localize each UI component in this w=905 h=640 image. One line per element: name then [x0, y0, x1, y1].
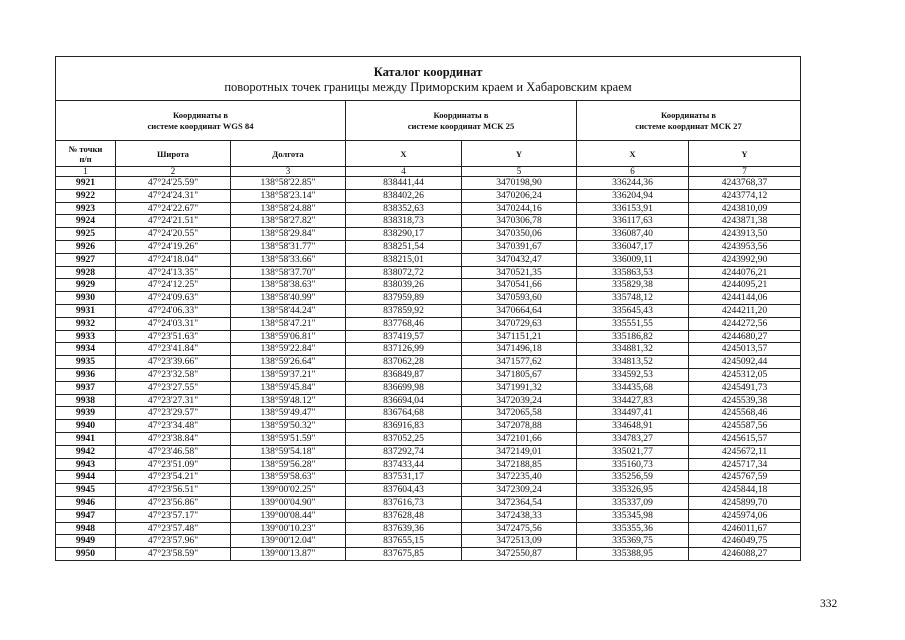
longitude-cell: 139°00'04.90"	[231, 496, 346, 509]
longitude-cell: 138°58'27.82"	[231, 215, 346, 228]
x-msk27-cell: 334783,27	[577, 432, 689, 445]
y-msk25-cell: 3470244,16	[462, 202, 577, 215]
table-row	[56, 240, 801, 253]
point-number-cell: 9940	[56, 420, 116, 433]
y-msk27-cell: 4245844,18	[689, 484, 801, 497]
y-msk27-cell: 4245672,11	[689, 445, 801, 458]
x-msk27-cell: 334427,83	[577, 394, 689, 407]
longitude-cell: 138°58'44.24"	[231, 304, 346, 317]
group-header-line: Координаты в	[172, 109, 229, 120]
y-msk25-cell: 3470198,90	[462, 177, 577, 190]
latitude-cell: 47°24'24.31"	[116, 189, 231, 202]
point-number-cell: 9935	[56, 356, 116, 369]
x-msk27-cell: 335326,95	[577, 484, 689, 497]
latitude-cell: 47°23'51.09"	[116, 458, 231, 471]
table-row	[56, 279, 801, 292]
latitude-cell: 47°23'57.17"	[116, 509, 231, 522]
y-msk27-cell: 4246011,67	[689, 522, 801, 535]
y-msk25-cell: 3472550,87	[462, 548, 577, 561]
point-number-cell: 9923	[56, 202, 116, 215]
latitude-cell: 47°23'38.84"	[116, 432, 231, 445]
y-msk27-cell: 4245491,73	[689, 381, 801, 394]
latitude-cell: 47°23'58.59"	[116, 548, 231, 561]
x-msk27-cell: 335337,09	[577, 496, 689, 509]
longitude-cell: 138°59'22.84"	[231, 343, 346, 356]
column-number: 6	[577, 167, 689, 177]
y-msk27-cell: 4243810,09	[689, 202, 801, 215]
column-number: 1	[56, 167, 116, 177]
longitude-cell: 138°58'40.99"	[231, 292, 346, 305]
longitude-cell: 138°58'23.14"	[231, 189, 346, 202]
longitude-cell: 138°59'49.47"	[231, 407, 346, 420]
group-header-line: Координаты в	[433, 109, 489, 120]
latitude-cell: 47°24'19.26"	[116, 240, 231, 253]
longitude-cell: 138°59'45.84"	[231, 381, 346, 394]
y-msk25-cell: 3472438,33	[462, 509, 577, 522]
y-msk27-cell: 4245539,38	[689, 394, 801, 407]
table-row	[56, 292, 801, 305]
longitude-cell: 138°59'54.18"	[231, 445, 346, 458]
y-msk27-cell: 4244680,27	[689, 330, 801, 343]
point-number-cell: 9939	[56, 407, 116, 420]
latitude-cell: 47°23'56.51"	[116, 484, 231, 497]
table-row	[56, 330, 801, 343]
column-number: 7	[689, 167, 801, 177]
catalog-title: Каталог координат	[373, 64, 483, 79]
group-header-row	[56, 101, 801, 141]
x-msk27-cell: 334592,53	[577, 368, 689, 381]
coordinate-table	[55, 56, 801, 561]
longitude-cell: 138°59'50.32"	[231, 420, 346, 433]
point-number-cell: 9943	[56, 458, 116, 471]
longitude-cell: 138°58'22.85"	[231, 177, 346, 190]
y-msk27-cell: 4243953,56	[689, 240, 801, 253]
column-header-row	[56, 141, 801, 167]
y-msk25-cell: 3472188,85	[462, 458, 577, 471]
x-msk25-cell: 837639,36	[346, 522, 462, 535]
table-row	[56, 445, 801, 458]
x-msk25-cell: 837433,44	[346, 458, 462, 471]
x-msk25-cell: 837062,28	[346, 356, 462, 369]
x-msk25-cell: 838402,26	[346, 189, 462, 202]
x-msk25-cell: 838290,17	[346, 228, 462, 241]
longitude-cell: 138°59'26.64"	[231, 356, 346, 369]
y-msk25-cell: 3470593,60	[462, 292, 577, 305]
x-msk27-cell: 335369,75	[577, 535, 689, 548]
longitude-cell: 138°59'48.12"	[231, 394, 346, 407]
x-msk25-cell: 837959,89	[346, 292, 462, 305]
table-row	[56, 381, 801, 394]
longitude-cell: 138°58'37.70"	[231, 266, 346, 279]
y-msk25-cell: 3470432,47	[462, 253, 577, 266]
x-msk25-cell: 837675,85	[346, 548, 462, 561]
y-msk25-cell: 3472078,88	[462, 420, 577, 433]
y-msk25-cell: 3472065,58	[462, 407, 577, 420]
x-msk27-cell: 335355,36	[577, 522, 689, 535]
y-msk25-cell: 3472475,56	[462, 522, 577, 535]
point-number-cell: 9938	[56, 394, 116, 407]
y-msk25-cell: 3470391,67	[462, 240, 577, 253]
y-msk27-cell: 4243992,90	[689, 253, 801, 266]
longitude-cell: 138°58'31.77"	[231, 240, 346, 253]
latitude-cell: 47°24'22.67"	[116, 202, 231, 215]
column-number-row	[56, 167, 801, 177]
x-msk27-cell: 336009,11	[577, 253, 689, 266]
x-msk25-cell: 838039,26	[346, 279, 462, 292]
latitude-cell: 47°23'54.21"	[116, 471, 231, 484]
column-header-x-msk25: X	[346, 141, 462, 167]
latitude-cell: 47°23'32.58"	[116, 368, 231, 381]
table-row	[56, 215, 801, 228]
x-msk27-cell: 336244,36	[577, 177, 689, 190]
table-row	[56, 432, 801, 445]
point-number-cell: 9926	[56, 240, 116, 253]
page-number: 332	[820, 598, 838, 610]
latitude-cell: 47°24'12.25"	[116, 279, 231, 292]
longitude-cell: 138°59'37.21"	[231, 368, 346, 381]
y-msk25-cell: 3472149,01	[462, 445, 577, 458]
latitude-cell: 47°23'46.58"	[116, 445, 231, 458]
point-number-cell: 9950	[56, 548, 116, 561]
x-msk25-cell: 836694,04	[346, 394, 462, 407]
longitude-cell: 138°59'58.63"	[231, 471, 346, 484]
table-row	[56, 266, 801, 279]
point-number-cell: 9936	[56, 368, 116, 381]
x-msk27-cell: 334881,32	[577, 343, 689, 356]
x-msk27-cell: 336117,63	[577, 215, 689, 228]
longitude-cell: 139°00'02.25"	[231, 484, 346, 497]
table-row	[56, 317, 801, 330]
table-row	[56, 253, 801, 266]
group-header-line: системе координат МСК 27	[635, 120, 742, 131]
column-header-y-msk27: Y	[689, 141, 801, 167]
x-msk27-cell: 335021,77	[577, 445, 689, 458]
y-msk27-cell: 4244076,21	[689, 266, 801, 279]
point-number-cell: 9941	[56, 432, 116, 445]
longitude-cell: 138°58'38.63"	[231, 279, 346, 292]
y-msk27-cell: 4244095,21	[689, 279, 801, 292]
x-msk27-cell: 335388,95	[577, 548, 689, 561]
column-header-point	[56, 141, 116, 167]
x-msk27-cell: 334435,68	[577, 381, 689, 394]
column-header-longitude: Долгота	[231, 141, 346, 167]
y-msk27-cell: 4246088,27	[689, 548, 801, 561]
x-msk25-cell: 837628,48	[346, 509, 462, 522]
point-number-cell: 9945	[56, 484, 116, 497]
y-msk27-cell: 4245568,46	[689, 407, 801, 420]
point-number-cell: 9947	[56, 509, 116, 522]
latitude-cell: 47°23'41.84"	[116, 343, 231, 356]
group-header-line: Координаты в	[660, 109, 717, 120]
longitude-cell: 139°00'08.44"	[231, 509, 346, 522]
coordinate-catalog-sheet	[55, 56, 800, 561]
longitude-cell: 138°58'47.21"	[231, 317, 346, 330]
y-msk25-cell: 3472235,40	[462, 471, 577, 484]
latitude-cell: 47°24'18.04"	[116, 253, 231, 266]
latitude-cell: 47°24'25.59"	[116, 177, 231, 190]
x-msk25-cell: 837655,15	[346, 535, 462, 548]
latitude-cell: 47°23'57.96"	[116, 535, 231, 548]
point-number-cell: 9933	[56, 330, 116, 343]
latitude-cell: 47°23'39.66"	[116, 356, 231, 369]
group-header-wgs84	[56, 101, 346, 141]
y-msk27-cell: 4243774,12	[689, 189, 801, 202]
y-msk27-cell: 4244272,56	[689, 317, 801, 330]
point-number-cell: 9929	[56, 279, 116, 292]
x-msk25-cell: 836916,83	[346, 420, 462, 433]
latitude-cell: 47°23'27.55"	[116, 381, 231, 394]
point-number-cell: 9937	[56, 381, 116, 394]
y-msk25-cell: 3470664,64	[462, 304, 577, 317]
point-number-cell: 9928	[56, 266, 116, 279]
table-row	[56, 458, 801, 471]
x-msk25-cell: 837126,99	[346, 343, 462, 356]
longitude-cell: 138°59'06.81"	[231, 330, 346, 343]
x-msk25-cell: 838251,54	[346, 240, 462, 253]
point-number-cell: 9946	[56, 496, 116, 509]
y-msk27-cell: 4245974,06	[689, 509, 801, 522]
table-row	[56, 407, 801, 420]
column-number: 4	[346, 167, 462, 177]
column-number: 3	[231, 167, 346, 177]
x-msk27-cell: 336047,17	[577, 240, 689, 253]
x-msk27-cell: 334497,41	[577, 407, 689, 420]
point-number-cell: 9925	[56, 228, 116, 241]
point-number-cell: 9924	[56, 215, 116, 228]
longitude-cell: 138°58'24.88"	[231, 202, 346, 215]
y-msk25-cell: 3471991,32	[462, 381, 577, 394]
x-msk25-cell: 836764,68	[346, 407, 462, 420]
table-row	[56, 189, 801, 202]
title-cell	[56, 57, 801, 101]
x-msk25-cell: 837768,46	[346, 317, 462, 330]
column-header-latitude: Широта	[116, 141, 231, 167]
longitude-cell: 139°00'13.87"	[231, 548, 346, 561]
table-row	[56, 368, 801, 381]
y-msk25-cell: 3470541,66	[462, 279, 577, 292]
y-msk25-cell: 3470350,06	[462, 228, 577, 241]
point-number-cell: 9927	[56, 253, 116, 266]
x-msk27-cell: 335345,98	[577, 509, 689, 522]
x-msk25-cell: 838352,63	[346, 202, 462, 215]
x-msk25-cell: 837531,17	[346, 471, 462, 484]
x-msk27-cell: 335645,43	[577, 304, 689, 317]
y-msk25-cell: 3472309,24	[462, 484, 577, 497]
y-msk27-cell: 4244211,20	[689, 304, 801, 317]
y-msk27-cell: 4245312,05	[689, 368, 801, 381]
y-msk27-cell: 4245899,70	[689, 496, 801, 509]
x-msk27-cell: 335748,12	[577, 292, 689, 305]
table-row	[56, 509, 801, 522]
latitude-cell: 47°24'20.55"	[116, 228, 231, 241]
x-msk27-cell: 334648,91	[577, 420, 689, 433]
latitude-cell: 47°23'34.48"	[116, 420, 231, 433]
x-msk27-cell: 335160,73	[577, 458, 689, 471]
column-number: 2	[116, 167, 231, 177]
y-msk25-cell: 3472039,24	[462, 394, 577, 407]
y-msk25-cell: 3470729,63	[462, 317, 577, 330]
x-msk27-cell: 336087,40	[577, 228, 689, 241]
latitude-cell: 47°24'03.31"	[116, 317, 231, 330]
table-body	[56, 57, 801, 561]
group-header-msk25	[346, 101, 577, 141]
point-number-cell: 9921	[56, 177, 116, 190]
y-msk27-cell: 4244144,06	[689, 292, 801, 305]
latitude-cell: 47°23'27.31"	[116, 394, 231, 407]
x-msk25-cell: 837859,92	[346, 304, 462, 317]
title-row	[56, 57, 801, 101]
group-header-msk27	[577, 101, 801, 141]
table-row	[56, 177, 801, 190]
table-row	[56, 304, 801, 317]
latitude-cell: 47°24'06.33"	[116, 304, 231, 317]
x-msk27-cell: 335829,38	[577, 279, 689, 292]
y-msk27-cell: 4245587,56	[689, 420, 801, 433]
latitude-cell: 47°24'09.63"	[116, 292, 231, 305]
y-msk27-cell: 4245717,34	[689, 458, 801, 471]
table-row	[56, 535, 801, 548]
latitude-cell: 47°23'57.48"	[116, 522, 231, 535]
latitude-cell: 47°23'56.86"	[116, 496, 231, 509]
y-msk25-cell: 3471496,18	[462, 343, 577, 356]
x-msk27-cell: 335186,82	[577, 330, 689, 343]
y-msk25-cell: 3472513,09	[462, 535, 577, 548]
y-msk27-cell: 4243913,50	[689, 228, 801, 241]
point-number-cell: 9942	[56, 445, 116, 458]
longitude-cell: 139°00'10.23"	[231, 522, 346, 535]
y-msk25-cell: 3470306,78	[462, 215, 577, 228]
table-row	[56, 343, 801, 356]
y-msk25-cell: 3471151,21	[462, 330, 577, 343]
y-msk25-cell: 3472364,54	[462, 496, 577, 509]
latitude-cell: 47°23'51.63"	[116, 330, 231, 343]
y-msk27-cell: 4246049,75	[689, 535, 801, 548]
longitude-cell: 138°59'56.28"	[231, 458, 346, 471]
y-msk27-cell: 4245767,59	[689, 471, 801, 484]
table-row	[56, 484, 801, 497]
y-msk27-cell: 4245013,57	[689, 343, 801, 356]
x-msk25-cell: 837052,25	[346, 432, 462, 445]
x-msk27-cell: 335551,55	[577, 317, 689, 330]
x-msk27-cell: 335256,59	[577, 471, 689, 484]
column-header-y-msk25: Y	[462, 141, 577, 167]
point-number-cell: 9930	[56, 292, 116, 305]
catalog-subtitle: поворотных точек границы между Приморским краем и Хабаровским краем	[224, 79, 632, 94]
point-number-cell: 9931	[56, 304, 116, 317]
table-row	[56, 420, 801, 433]
latitude-cell: 47°24'13.35"	[116, 266, 231, 279]
x-msk27-cell: 336153,91	[577, 202, 689, 215]
y-msk25-cell: 3470521,35	[462, 266, 577, 279]
column-number: 5	[462, 167, 577, 177]
x-msk25-cell: 838318,73	[346, 215, 462, 228]
table-row	[56, 522, 801, 535]
y-msk25-cell: 3471577,62	[462, 356, 577, 369]
table-row	[56, 202, 801, 215]
point-number-cell: 9934	[56, 343, 116, 356]
longitude-cell: 138°58'33.66"	[231, 253, 346, 266]
column-header-x-msk27: X	[577, 141, 689, 167]
point-number-cell: 9948	[56, 522, 116, 535]
x-msk27-cell: 334813,52	[577, 356, 689, 369]
point-number-cell: 9949	[56, 535, 116, 548]
y-msk27-cell: 4245092,44	[689, 356, 801, 369]
x-msk25-cell: 838072,72	[346, 266, 462, 279]
longitude-cell: 139°00'12.04"	[231, 535, 346, 548]
y-msk25-cell: 3470206,24	[462, 189, 577, 202]
longitude-cell: 138°58'29.84"	[231, 228, 346, 241]
x-msk25-cell: 836699,98	[346, 381, 462, 394]
point-number-cell: 9932	[56, 317, 116, 330]
y-msk27-cell: 4245615,57	[689, 432, 801, 445]
latitude-cell: 47°24'21.51"	[116, 215, 231, 228]
x-msk27-cell: 336204,94	[577, 189, 689, 202]
longitude-cell: 138°59'51.59"	[231, 432, 346, 445]
y-msk27-cell: 4243871,38	[689, 215, 801, 228]
table-row	[56, 228, 801, 241]
x-msk25-cell: 837419,57	[346, 330, 462, 343]
column-header-point-line: п/п	[79, 153, 92, 164]
x-msk25-cell: 838215,01	[346, 253, 462, 266]
point-number-cell: 9922	[56, 189, 116, 202]
table-row	[56, 471, 801, 484]
y-msk27-cell: 4243768,37	[689, 177, 801, 190]
x-msk27-cell: 335863,53	[577, 266, 689, 279]
table-row	[56, 548, 801, 561]
table-row	[56, 394, 801, 407]
point-number-cell: 9944	[56, 471, 116, 484]
group-header-line: системе координат WGS 84	[147, 120, 254, 131]
x-msk25-cell: 837604,43	[346, 484, 462, 497]
y-msk25-cell: 3471805,67	[462, 368, 577, 381]
table-row	[56, 356, 801, 369]
group-header-line: системе координат МСК 25	[407, 120, 515, 131]
latitude-cell: 47°23'29.57"	[116, 407, 231, 420]
x-msk25-cell: 838441,44	[346, 177, 462, 190]
y-msk25-cell: 3472101,66	[462, 432, 577, 445]
x-msk25-cell: 837292,74	[346, 445, 462, 458]
column-header-point-line: № точки	[68, 143, 103, 154]
x-msk25-cell: 836849,87	[346, 368, 462, 381]
x-msk25-cell: 837616,73	[346, 496, 462, 509]
table-row	[56, 496, 801, 509]
